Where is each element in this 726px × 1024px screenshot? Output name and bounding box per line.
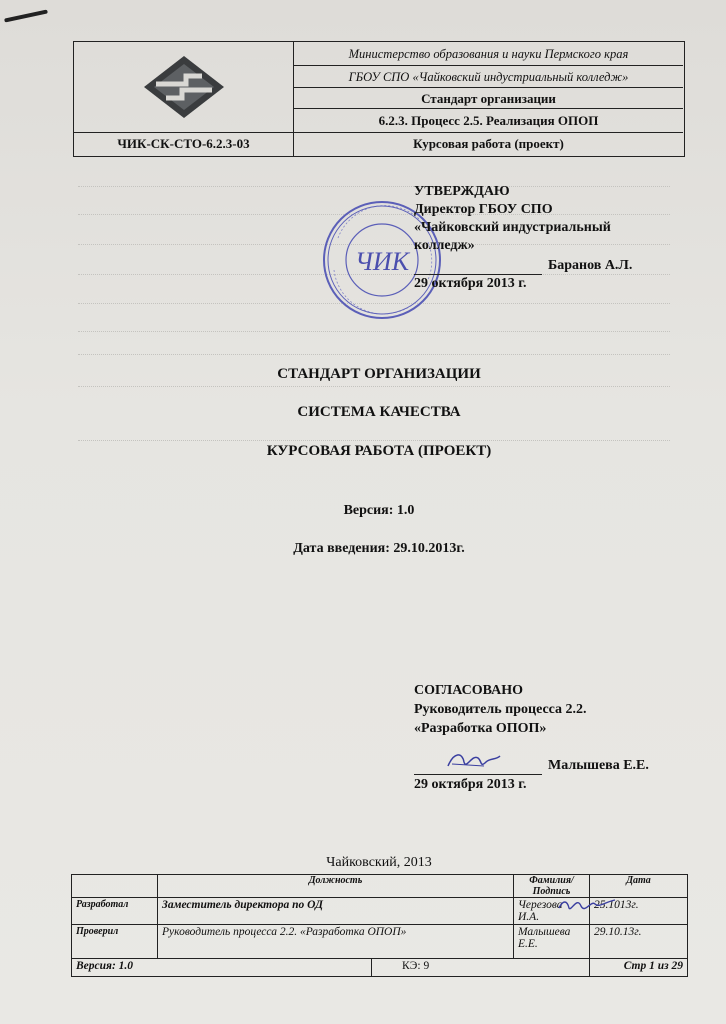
version-label: Версия: 1.0	[343, 503, 415, 518]
footer-version: Версия: 1.0	[72, 959, 372, 977]
row-role: Проверил	[72, 925, 158, 959]
handwritten-signature	[555, 892, 619, 918]
signature-line	[414, 760, 542, 775]
agreement-signature-row	[414, 756, 694, 775]
row-date: 25.1013г.	[590, 898, 688, 925]
approval-signer: Баранов А.Л.	[548, 258, 633, 273]
document-code: ЧИК-СК-СТО-6.2.3-03	[74, 133, 294, 156]
college-name: ГБОУ СПО «Чайковский индустриальный колледж»	[294, 66, 683, 88]
pen-mark	[4, 9, 48, 22]
logo-cell	[74, 42, 294, 133]
row-name-cell	[514, 898, 590, 925]
table-row	[72, 898, 688, 925]
agreement-line-1: Руководитель процесса 2.2.	[414, 702, 587, 717]
signature-line	[414, 260, 542, 275]
agreement-date: 29 октября 2013 г.	[414, 777, 527, 792]
agreement-signer: Малышева Е.Е.	[548, 758, 649, 773]
title-line-2: СИСТЕМА КАЧЕСТВА	[297, 404, 461, 420]
approval-position-3: колледж»	[414, 238, 475, 253]
footer-page: Стр 1 из 29	[590, 959, 688, 977]
bleed-line	[78, 386, 670, 387]
standard-label: Стандарт организации	[294, 88, 683, 109]
approval-signature-row	[414, 257, 694, 275]
footer-ke: КЭ: 9	[372, 959, 590, 977]
col-date-header: Дата	[590, 875, 688, 898]
ministry-name: Министерство образования и науки Пермского края	[294, 42, 683, 66]
document-title: Курсовая работа (проект)	[413, 136, 564, 151]
col-name-header: Фамилия/ Подпись	[514, 875, 590, 898]
approval-date: 29 октября 2013 г.	[414, 276, 527, 291]
process-label: 6.2.3. Процесс 2.5. Реализация ОПОП	[294, 109, 683, 133]
agreement-block	[414, 681, 694, 794]
col-position-header: Должность	[158, 875, 514, 898]
row-position: Руководитель процесса 2.2. «Разработка ОПОП»	[158, 925, 514, 959]
header-table	[73, 41, 685, 157]
agreement-heading: СОГЛАСОВАНО	[414, 683, 523, 698]
stamp-letters: ЧИК	[355, 247, 409, 276]
title-line-1: СТАНДАРТ ОРГАНИЗАЦИИ	[277, 366, 481, 382]
approval-sheet-table	[71, 874, 688, 977]
intro-date: Дата введения: 29.10.2013г.	[293, 541, 465, 556]
bleed-line	[78, 440, 670, 441]
row-date: 29.10.13г.	[590, 925, 688, 959]
table-footer-row	[72, 959, 688, 977]
college-logo-icon	[142, 54, 226, 120]
agreement-line-2: «Разработка ОПОП»	[414, 721, 547, 736]
approval-position-1: Директор ГБОУ СПО	[414, 202, 553, 217]
row-role: Разработал	[72, 898, 158, 925]
approval-heading: УТВЕРЖДАЮ	[414, 184, 510, 199]
bleed-line	[78, 354, 670, 355]
row-position: Заместитель директора по ОД	[158, 898, 514, 925]
title-line-3: КУРСОВАЯ РАБОТА (ПРОЕКТ)	[266, 443, 492, 459]
city-year: Чайковский, 2013	[326, 855, 432, 870]
handwritten-signature	[444, 748, 504, 774]
approval-position-2: «Чайковский индустриальный	[414, 220, 611, 235]
row-name: Малышева Е.Е.	[514, 925, 590, 959]
row-name: Черезова И.А.	[518, 899, 563, 923]
approval-block	[414, 183, 694, 293]
bleed-line	[78, 331, 670, 332]
table-row	[72, 925, 688, 959]
